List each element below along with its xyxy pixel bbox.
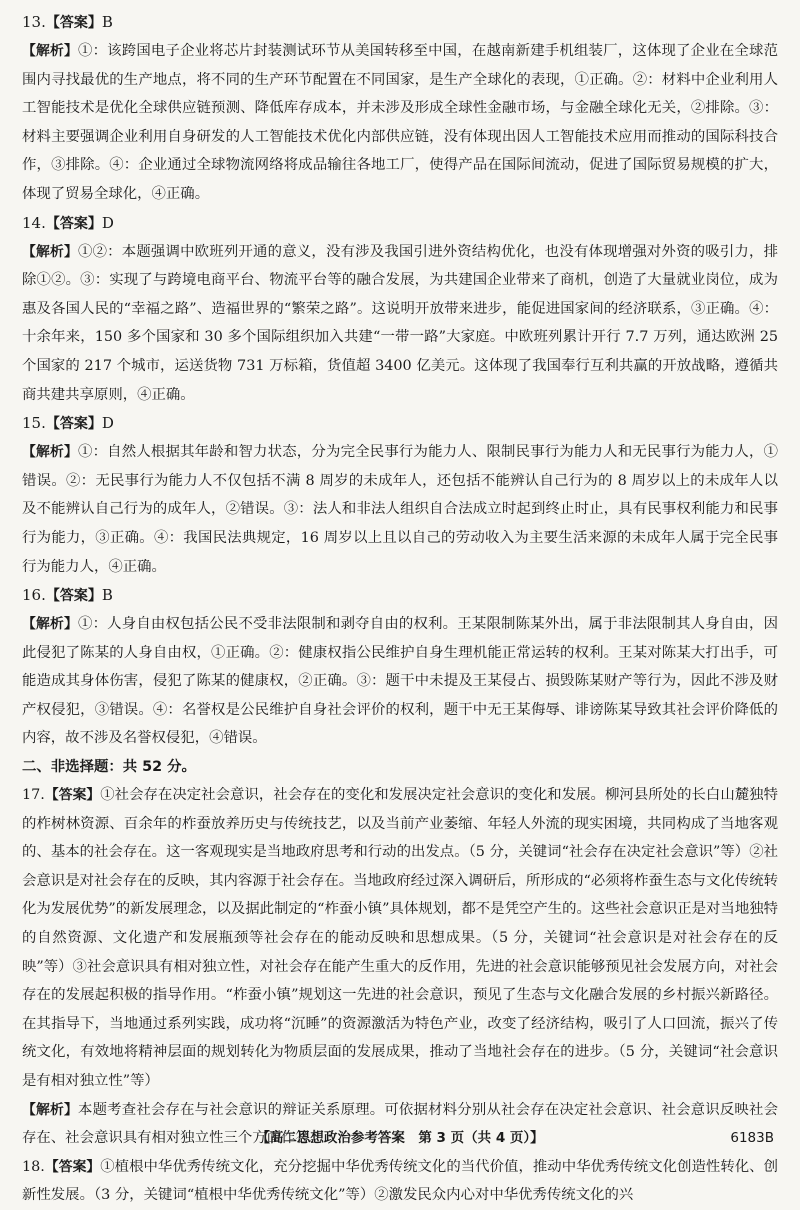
analysis-tag: 【解析】 — [22, 444, 78, 461]
footer-title: 【高二思想政治参考答案 第 3 页（共 4 页）】 — [256, 1130, 544, 1146]
question-number: 18. — [22, 1158, 45, 1175]
answer-tag: 【答案】 — [45, 416, 102, 433]
analysis-paragraph — [22, 37, 778, 209]
question-number: 14. — [22, 213, 46, 232]
answer-line — [22, 409, 778, 438]
analysis-text: 本题考查社会存在与社会意识的辩证关系原理。可依据材料分别从社会存在决定社会意识、社会意识反映社会存在、社会意识具有相对独立性三个方面作答。 — [22, 1101, 778, 1147]
analysis-tag: 【解析】 — [22, 616, 78, 633]
question-14 — [22, 209, 778, 410]
answer-choice: B — [101, 586, 113, 605]
answer-line — [22, 581, 778, 610]
analysis-text: ①：该跨国电子企业将芯片封装测试环节从美国转移至中国，在越南新建手机组装厂，这体现了企业在全球范围内寻找最优的生产地点，将不同的生产环节配置在不同国家，是生产全球化的表现，①正确。②：材料中企业利用人工智能技术是优化全球供应链预测、降低库存成本，并未涉及形成全球性金融市场，与金融全球化无关，②排除。③：材料主要强调企业利用自身研发的人工智能技术优化内部供应链，没有体现出因人工智能技术应用而推动的国际科技合作，③排除。④：企业通过全球物流网络将成品输往各地工厂，使得产品在国际间流动，促进了国际贸易规模的扩大，体现了贸易全球化，④正确。 — [22, 43, 778, 202]
analysis-tag: 【解析】 — [22, 243, 78, 260]
answer-tag: 【答案】 — [44, 787, 101, 804]
answer-line — [22, 209, 778, 238]
section-heading: 二、非选择题：共 52 分。 — [22, 759, 196, 776]
analysis-paragraph — [22, 610, 778, 753]
analysis-tag: 【解析】 — [22, 43, 78, 59]
question-number: 15. — [22, 414, 46, 433]
question-15 — [22, 409, 778, 581]
answer-choice: D — [101, 213, 114, 232]
document-code: 6183B — [730, 1130, 774, 1146]
question-17 — [22, 781, 778, 1153]
analysis-text: ①：人身自由权包括公民不受非法限制和剥夺自由的权利。王某限制陈某外出，属于非法限制其人身自由，因此侵犯了陈某的人身自由权，①正确。②：健康权指公民维护自身生理机能正常运转的权利。王某对陈某大打出手，可能造成其身体伤害，侵犯了陈某的健康权，②正确。③：题干中未提及王某侵占、损毁陈某财产等行为，因此不涉及财产权侵犯，③错误。④：名誉权是公民维护自身社会评价的权利，题干中无王某侮辱、诽谤陈某导致其社会评价降低的内容，故不涉及名誉权侵犯，④错误。 — [22, 616, 778, 747]
question-number: 17. — [22, 787, 45, 804]
answer-paragraph — [22, 781, 778, 1096]
answer-line — [22, 8, 778, 37]
question-16 — [22, 581, 778, 753]
question-18 — [22, 1153, 778, 1210]
answer-tag: 【答案】 — [45, 15, 102, 31]
analysis-text: ①：自然人根据其年龄和智力状态，分为完全民事行为能力人、限制民事行为能力人和无民事行为能力人，①错误。②：无民事行为能力人不仅包括不满 8 周岁的未成年人，还包括不能辨认自己行为的 8 周岁以上的未成年人以及不能辨认自己行为的成年人，②错误。③：法人和非法人组织自合法成立时起到终止时止，具有民事权利能力和民事行为能力，③正确。④：我国民法典规定，16 周岁以上且以自己的劳动收入为主要生活来源的未成年人属于完全民事行为能力人，④正确。 — [22, 444, 778, 575]
answer-text: ①植根中华优秀传统文化，充分挖掘中华优秀传统文化的当代价值，推动中华优秀传统文化创造性转化、创新性发展。（3 分，关键词“植根中华优秀传统文化”等）②激发民众内心对中华优秀传统文化的兴 — [22, 1158, 778, 1204]
question-number: 16. — [22, 586, 46, 605]
analysis-paragraph — [22, 238, 778, 410]
answer-choice: B — [101, 13, 113, 31]
question-number: 13. — [22, 13, 46, 31]
answer-text: ①社会存在决定社会意识，社会存在的变化和发展决定社会意识的变化和发展。柳河县所处的长白山麓独特的柞树林资源、百余年的柞蚕放养历史与传统技艺，以及当前产业萎缩、年轻人外流的现实困境，共同构成了当地客观的、基本的社会存在。这一客观现实是当地政府思考和行动的出发点。（5 分，关键词“社会存在决定社会意识”等）②社会意识是对社会存在的反映，其内容源于社会存在。当地政府经过深入调研后，所形成的“必须将柞蚕生态与文化传统转化为发展优势”的新发展理念，以及据此制定的“柞蚕小镇”具体规划，都不是凭空产生的。这些社会意识正是对当地独特的自然资源、文化遗产和发展瓶颈等社会存在的能动反映和思想成果。（5 分，关键词“社会意识是对社会存在的反映”等）③社会意识具有相对独立性，对社会存在能产生重大的反作用，先进的社会意识能够预见社会发展方向，对社会存在的发展起积极的指导作用。“柞蚕小镇”规划这一先进的社会意识，预见了生态与文化融合发展的乡村振兴新路径。在其指导下，当地通过系列实践，成功将“沉睡”的资源激活为特色产业，改变了经济结构，吸引了人口回流，振兴了传统文化，有效地将精神层面的规划转化为物质层面的发展成果，推动了当地社会存在的进步。（5 分，关键词“社会意识是有相对独立性”等） — [22, 787, 778, 1089]
answer-choice: D — [101, 414, 114, 433]
analysis-paragraph — [22, 438, 778, 581]
question-13 — [22, 8, 778, 209]
answer-paragraph — [22, 1153, 778, 1210]
answer-tag: 【答案】 — [45, 588, 102, 605]
analysis-tag: 【解析】 — [22, 1101, 78, 1118]
answer-tag: 【答案】 — [45, 215, 102, 232]
analysis-text: ①②：本题强调中欧班列开通的意义，没有涉及我国引进外资结构优化，也没有体现增强对外资的吸引力，排除①②。③：实现了与跨境电商平台、物流平台等的融合发展，为共建国企业带来了商机，创造了大量就业岗位，成为惠及各国人民的“幸福之路”、造福世界的“繁荣之路”。这说明开放带来进步，能促进国家间的经济联系，③正确。④：十余年来，150 多个国家和 30 多个国际组织加入共建“一带一路”大家庭。中欧班列累计开行 7.7 万列，通达欧洲 25 个国家的 217 个城市，运送货物 731 万标箱，货值超 3400 亿美元。这体现了我国奉行互利共赢的开放战略，遵循共商共建共享原则，④正确。 — [22, 243, 778, 403]
answer-tag: 【答案】 — [44, 1158, 101, 1175]
